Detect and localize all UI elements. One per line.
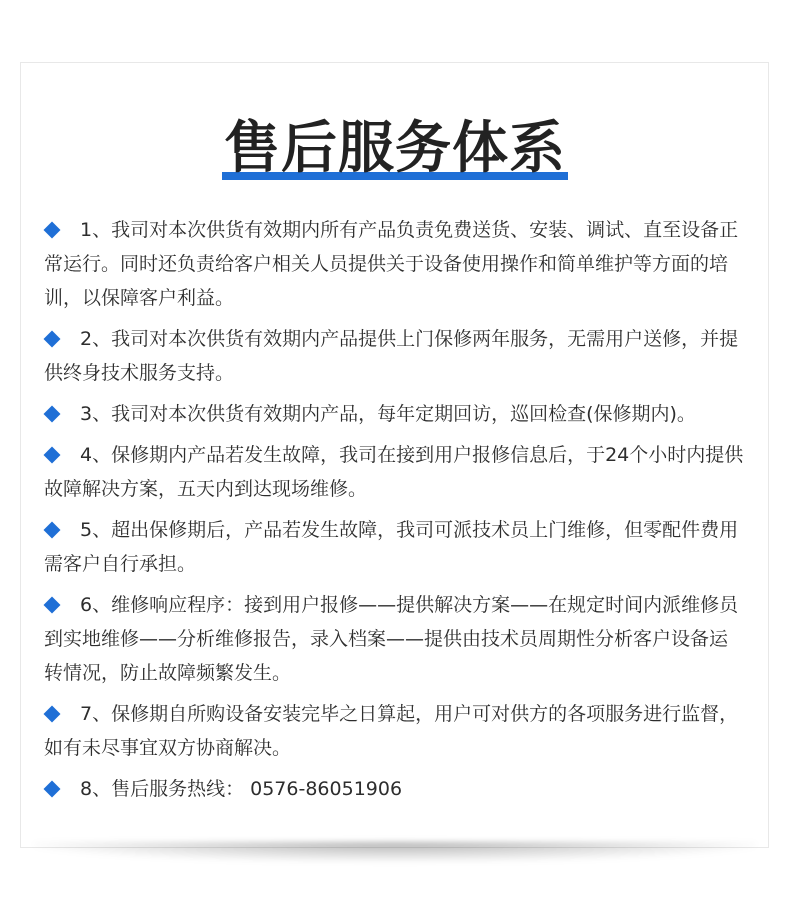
title-area xyxy=(0,114,790,184)
list-item-text: 8、售后服务热线： 0576-86051906 xyxy=(80,778,403,800)
list-item-text: 6、维修响应程序：接到用户报修——提供解决方案——在规定时间内派维修员到实地维修——分析维修报告，录入档案——提供由技术员周期性分析客户设备运转情况，防止故障频繁发生。 xyxy=(44,594,739,684)
list-item-text: 7、保修期自所购设备安装完毕之日算起，用户可对供方的各项服务进行监督，如有未尽事宜双方协商解决。 xyxy=(44,703,739,759)
list-item xyxy=(44,397,746,431)
diamond-icon xyxy=(44,596,61,613)
diamond-icon xyxy=(44,446,61,463)
list-item xyxy=(44,697,746,765)
list-item-text: 3、我司对本次供货有效期内产品，每年定期回访，巡回检查(保修期内)。 xyxy=(80,403,696,425)
list-item xyxy=(44,588,746,690)
diamond-icon xyxy=(44,221,61,238)
page-title xyxy=(222,114,568,184)
list-item-text: 5、超出保修期后，产品若发生故障，我司可派技术员上门维修，但零配件费用需客户自行承担。 xyxy=(44,519,739,575)
list-item xyxy=(44,322,746,390)
diamond-icon xyxy=(44,705,61,722)
service-list xyxy=(44,213,746,813)
diamond-icon xyxy=(44,405,61,422)
diamond-icon xyxy=(44,330,61,347)
page-title-text: 售后服务体系 xyxy=(224,116,566,181)
list-item-text: 4、保修期内产品若发生故障，我司在接到用户报修信息后，于24个小时内提供故障解决方案，五天内到达现场维修。 xyxy=(44,444,744,500)
list-item-text: 1、我司对本次供货有效期内所有产品负责免费送货、安装、调试、直至设备正常运行。同时还负责给客户相关人员提供关于设备使用操作和简单维护等方面的培训，以保障客户利益。 xyxy=(44,219,739,309)
list-item-text: 2、我司对本次供货有效期内产品提供上门保修两年服务，无需用户送修，并提供终身技术服务支持。 xyxy=(44,328,739,384)
list-item xyxy=(44,438,746,506)
list-item xyxy=(44,513,746,581)
card-shadow xyxy=(34,842,756,862)
diamond-icon xyxy=(44,780,61,797)
list-item xyxy=(44,772,746,806)
list-item xyxy=(44,213,746,315)
diamond-icon xyxy=(44,521,61,538)
